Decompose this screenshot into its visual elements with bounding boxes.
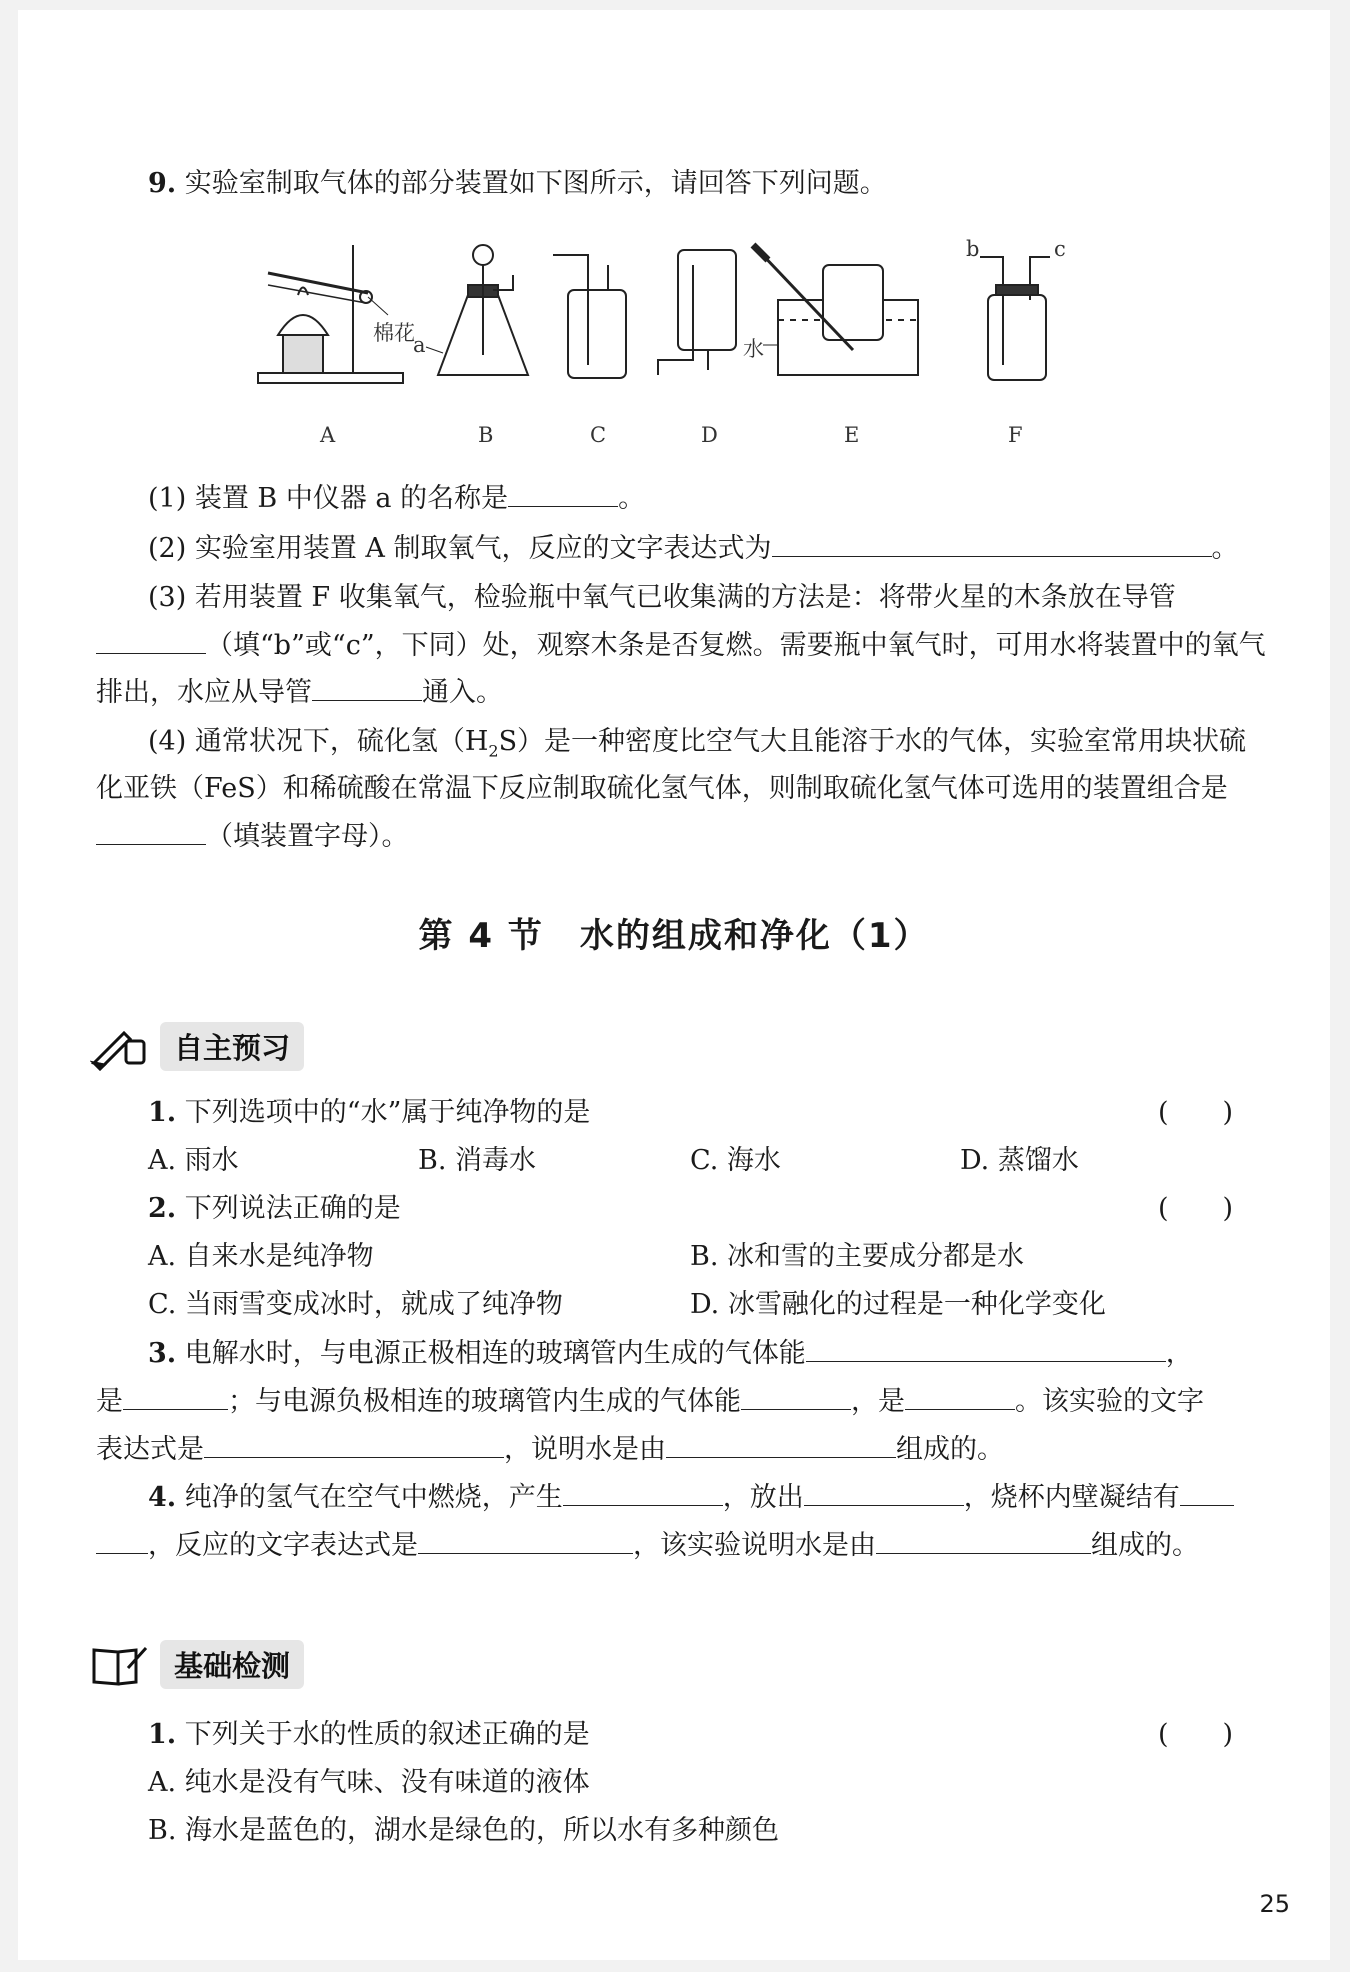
preview-q2-number: 2. bbox=[148, 1193, 177, 1224]
answer-blank[interactable] bbox=[876, 1527, 1091, 1554]
alcohol-lamp bbox=[278, 315, 328, 335]
preview-q2-option-c[interactable]: C. 当雨雪变成冰时，就成了纯净物 bbox=[148, 1289, 563, 1320]
preview-q1-number: 1. bbox=[148, 1097, 177, 1128]
preview-q2-text: 下列说法正确的是 bbox=[184, 1193, 401, 1224]
q9-part4-text-a: (4) 通常状况下，硫化氢（H bbox=[148, 726, 489, 757]
preview-q2-option-a[interactable]: A. 自来水是纯净物 bbox=[148, 1241, 374, 1272]
q9-part4-line1 bbox=[148, 724, 1246, 769]
label-C: C bbox=[590, 423, 607, 447]
q9-number: 9. bbox=[148, 168, 177, 199]
preview-q3-text: ；与电源负极相连的玻璃管内生成的气体能 bbox=[228, 1386, 741, 1417]
apparatus-drawing bbox=[238, 235, 1138, 465]
preview-q4-text: ，烧杯内壁凝结有 bbox=[963, 1482, 1180, 1513]
preview-q4-text: 组成的。 bbox=[1091, 1530, 1199, 1561]
preview-q4-text: ，该实验说明水是由 bbox=[633, 1530, 876, 1561]
answer-blank[interactable] bbox=[96, 1527, 148, 1554]
bottle-d bbox=[678, 250, 736, 350]
basic-banner bbox=[90, 1640, 304, 1689]
basic-q1-option-a[interactable]: A. 纯水是没有气味、没有味道的液体 bbox=[148, 1767, 590, 1798]
cotton-label: 棉花 bbox=[373, 321, 415, 345]
funnel-bulb bbox=[473, 245, 493, 265]
preview-q1-option-c[interactable]: C. 海水 bbox=[690, 1145, 781, 1176]
stand-base bbox=[258, 373, 403, 383]
q9-part1 bbox=[148, 480, 645, 517]
basic-q1-number: 1. bbox=[148, 1719, 177, 1750]
label-A: A bbox=[320, 423, 336, 447]
basic-q1-option-b[interactable]: B. 海水是蓝色的，湖水是绿色的，所以水有多种颜色 bbox=[148, 1815, 780, 1846]
answer-blank[interactable] bbox=[96, 627, 206, 654]
answer-blank[interactable] bbox=[905, 1383, 1015, 1410]
preview-q1-option-a[interactable]: A. 雨水 bbox=[148, 1145, 239, 1176]
answer-blank[interactable] bbox=[123, 1383, 228, 1410]
c-label: c bbox=[1054, 237, 1066, 261]
answer-paren[interactable]: ( ) bbox=[1158, 1193, 1234, 1224]
answer-blank[interactable] bbox=[1180, 1479, 1234, 1506]
answer-blank[interactable] bbox=[741, 1383, 851, 1410]
preview-q3-comma: ， bbox=[1165, 1338, 1193, 1369]
section-title: 第 4 节 水的组成和净化（1） bbox=[418, 916, 930, 956]
label-E: E bbox=[844, 423, 860, 447]
q9-part2-text: (2) 实验室用装置 A 制取氧气，反应的文字表达式为 bbox=[148, 533, 772, 564]
preview-q3-text: 是 bbox=[96, 1386, 123, 1417]
answer-blank[interactable] bbox=[312, 674, 422, 701]
preview-q4-line2 bbox=[96, 1527, 1199, 1564]
preview-banner-label: 自主预习 bbox=[160, 1022, 304, 1071]
preview-q1-text: 下列选项中的“水”属于纯净物的是 bbox=[184, 1097, 591, 1128]
preview-q3-text: 电解水时，与电源正极相连的玻璃管内生成的气体能 bbox=[184, 1338, 806, 1369]
q9-stem-text: 实验室制取气体的部分装置如下图所示，请回答下列问题。 bbox=[184, 168, 887, 199]
answer-blank[interactable] bbox=[204, 1431, 504, 1458]
label-F: F bbox=[1008, 423, 1023, 447]
preview-q2-option-b[interactable]: B. 冰和雪的主要成分都是水 bbox=[690, 1241, 1025, 1272]
book-icon bbox=[90, 1642, 150, 1688]
subscript-2: 2 bbox=[488, 741, 499, 761]
answer-blank[interactable] bbox=[96, 818, 206, 845]
label-B: B bbox=[478, 423, 494, 447]
q9-part2 bbox=[148, 530, 1239, 567]
q9-part3-line3-end: 通入。 bbox=[422, 677, 503, 708]
label-D: D bbox=[701, 423, 718, 447]
q9-part3-line2-text: （填“b”或“c”，下同）处，观察木条是否复燃。需要瓶中氧气时，可用水将装置中的氧气 bbox=[206, 630, 1266, 661]
preview-q4-text: ，放出 bbox=[722, 1482, 804, 1513]
basic-q1-text: 下列关于水的性质的叙述正确的是 bbox=[184, 1719, 590, 1750]
q9-part3-line3-text: 排出，水应从导管 bbox=[96, 677, 312, 708]
preview-q1-option-d[interactable]: D. 蒸馏水 bbox=[960, 1145, 1079, 1176]
q9-part1-end: 。 bbox=[618, 483, 646, 514]
preview-q1-option-b[interactable]: B. 消毒水 bbox=[418, 1145, 537, 1176]
apparatus-figure bbox=[238, 235, 1138, 465]
preview-q3-number: 3. bbox=[148, 1338, 177, 1369]
wood-block bbox=[283, 335, 323, 373]
answer-blank[interactable] bbox=[804, 1479, 964, 1506]
preview-q2 bbox=[148, 1191, 401, 1227]
preview-q3-text: 。该实验的文字 bbox=[1015, 1386, 1204, 1417]
preview-banner bbox=[90, 1022, 304, 1071]
answer-blank[interactable] bbox=[806, 1335, 1166, 1362]
answer-blank[interactable] bbox=[772, 530, 1212, 557]
preview-q3-text: ，是 bbox=[851, 1386, 905, 1417]
basic-q1 bbox=[148, 1717, 590, 1753]
preview-q4-number: 4. bbox=[148, 1482, 177, 1513]
q9-part4-line3-text: （填装置字母）。 bbox=[206, 821, 409, 852]
worksheet-page bbox=[18, 10, 1330, 1960]
preview-q3-text: ，说明水是由 bbox=[504, 1434, 666, 1465]
preview-q3-line3 bbox=[96, 1431, 1004, 1468]
q9-part4-line3 bbox=[96, 818, 409, 855]
q9-part3-line1: (3) 若用装置 F 收集氧气，检验瓶中氧气已收集满的方法是：将带火星的木条放在导管 bbox=[148, 582, 1176, 613]
answer-blank[interactable] bbox=[666, 1431, 896, 1458]
pencil-hand-icon bbox=[90, 1023, 150, 1071]
bottle-f bbox=[988, 295, 1046, 380]
preview-q3-line1 bbox=[148, 1335, 1193, 1372]
preview-q3-line2 bbox=[96, 1383, 1204, 1420]
preview-q4-text: 纯净的氢气在空气中燃烧，产生 bbox=[184, 1482, 563, 1513]
q9-stem bbox=[148, 166, 887, 202]
bottle-c bbox=[568, 290, 626, 378]
a-label: a bbox=[413, 333, 426, 357]
q9-part4-line2: 化亚铁（FeS）和稀硫酸在常温下反应制取硫化氢气体，则制取硫化氢气体可选用的装置组合是 bbox=[96, 773, 1228, 804]
preview-q3-text: 组成的。 bbox=[896, 1434, 1004, 1465]
answer-blank[interactable] bbox=[418, 1527, 633, 1554]
basic-banner-label: 基础检测 bbox=[160, 1640, 304, 1689]
q9-part2-end: 。 bbox=[1211, 533, 1239, 564]
preview-q4-text: ，反应的文字表达式是 bbox=[148, 1530, 418, 1561]
tube-b bbox=[980, 257, 1003, 365]
answer-paren[interactable]: ( ) bbox=[1158, 1719, 1234, 1750]
water-label: 水 bbox=[743, 337, 764, 361]
preview-q2-option-d[interactable]: D. 冰雪融化的过程是一种化学变化 bbox=[690, 1289, 1106, 1320]
preview-q4-line1 bbox=[148, 1479, 1234, 1516]
q9-part3-line2 bbox=[96, 627, 1266, 664]
q9-part1-text: (1) 装置 B 中仪器 a 的名称是 bbox=[148, 483, 509, 514]
q9-part4-text-b: S）是一种密度比空气大且能溶于水的气体，实验室常用块状硫 bbox=[498, 726, 1247, 757]
q9-part3-line3 bbox=[96, 674, 503, 711]
b-label: b bbox=[966, 237, 980, 261]
preview-q3-text: 表达式是 bbox=[96, 1434, 204, 1465]
answer-blank[interactable] bbox=[563, 1479, 723, 1506]
answer-paren[interactable]: ( ) bbox=[1158, 1097, 1234, 1128]
answer-blank[interactable] bbox=[508, 480, 618, 507]
preview-q1 bbox=[148, 1095, 590, 1131]
page-number: 25 bbox=[1259, 1890, 1290, 1918]
